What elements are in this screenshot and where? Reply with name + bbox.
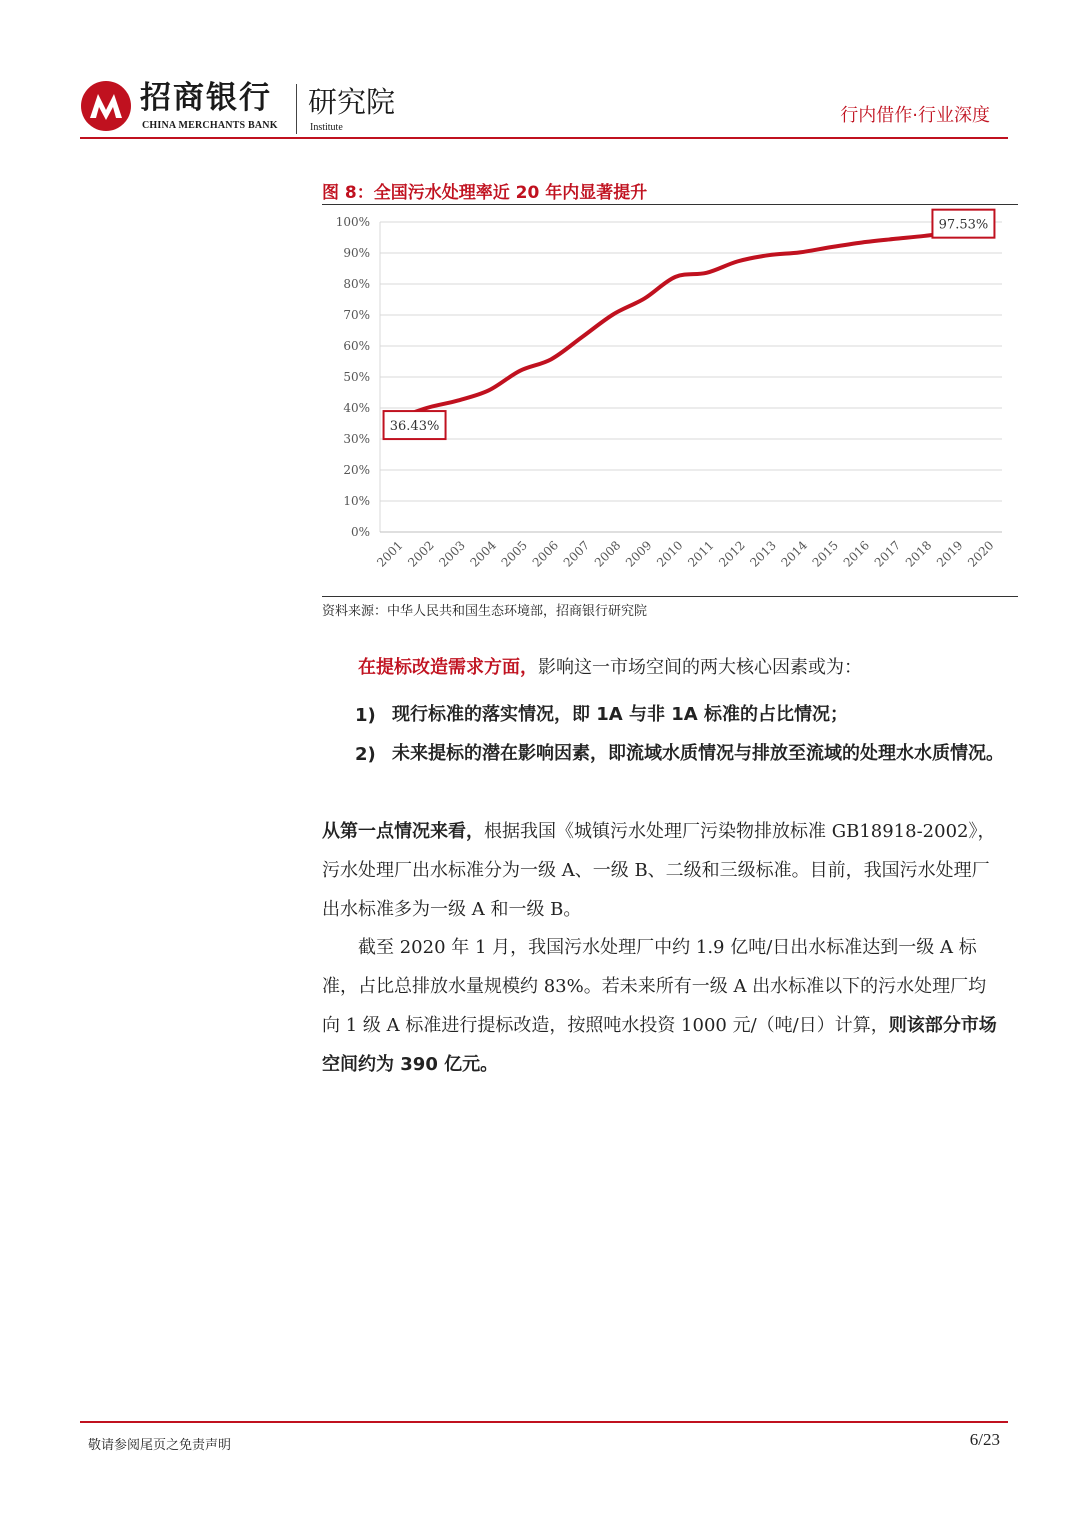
list-item-1-text: 现行标准的落实情况，即 1A 与非 1A 标准的占比情况； [392, 704, 848, 725]
x-tick-label: 2012 [716, 538, 748, 570]
page-number: 6/23 [969, 1430, 1000, 1449]
footer-rule [80, 1421, 1008, 1423]
x-tick-label: 2017 [871, 538, 904, 570]
x-tick-label: 2001 [374, 538, 406, 570]
x-tick-label: 2009 [622, 538, 655, 570]
figure-source: 资料来源：中华人民共和国生态环境部，招商银行研究院 [322, 604, 648, 619]
x-tick-label: 2002 [405, 538, 437, 570]
figure-title: 图 8：全国污水处理率近 20 年内显著提升 [322, 183, 648, 203]
annotation-label: 97.53% [938, 217, 989, 233]
paragraph-2 [322, 812, 1004, 929]
y-tick-label: 90% [343, 246, 370, 260]
x-tick-label: 2014 [778, 538, 810, 570]
y-tick-label: 40% [343, 401, 370, 415]
y-tick-label: 10% [343, 494, 370, 508]
paragraph-1-text: 影响这一市场空间的两大核心因素或为： [538, 657, 862, 678]
y-tick-label: 30% [343, 432, 370, 446]
paragraph-3 [322, 928, 1004, 1084]
x-tick-label: 2008 [591, 538, 624, 570]
paragraph-3-text: 截至 2020 年 1 月，我国污水处理厂中约 1.9 亿吨/日出水标准达到一级 A 标准，占比总排放水量规模约 83%。若未来所有一级 A 出水标准以下的污水处理厂均向 1 级 A 标准进行提标改造，按照吨水投资 1000 元/（吨/日）计算， [322, 937, 987, 1036]
x-tick-label: 2007 [560, 538, 593, 570]
x-tick-label: 2019 [933, 538, 966, 570]
paragraph-2-lead: 从第一点情况来看， [322, 821, 484, 842]
report-category-tag: 行内借作·行业深度 [840, 105, 990, 126]
x-tick-label: 2018 [902, 538, 935, 570]
x-tick-label: 2003 [436, 538, 468, 570]
y-tick-label: 100% [335, 215, 370, 229]
y-tick-label: 50% [343, 370, 370, 384]
logo-bank-name: 招商银行 [140, 80, 272, 116]
x-tick-label: 2016 [840, 538, 873, 570]
y-tick-label: 70% [343, 308, 370, 322]
x-tick-label: 2015 [809, 538, 842, 570]
paragraph-3-conclusion: 则该部分市场空间约为 390 亿元。 [322, 1015, 997, 1075]
y-tick-label: 20% [343, 463, 370, 477]
x-tick-label: 2020 [965, 538, 997, 570]
logo-institute-english: Institute [310, 122, 343, 133]
line-chart [322, 205, 1018, 595]
x-tick-label: 2011 [685, 538, 717, 570]
list-item-1-number: 1) [355, 705, 376, 726]
x-tick-label: 2013 [747, 538, 779, 570]
x-tick-label: 2010 [654, 538, 686, 570]
paragraph-2-text: 根据我国《城镇污水处理厂污染物排放标准 GB18918-2002》，污水处理厂出水标准分为一级 A、一级 B、二级和三级标准。目前，我国污水处理厂出水标准多为一级 A 和一级 B。 [322, 821, 996, 920]
header-rule [80, 137, 1008, 139]
y-tick-label: 0% [350, 525, 370, 539]
cmb-logo-icon [80, 80, 132, 132]
y-tick-label: 60% [343, 339, 370, 353]
figure-bottom-rule [322, 596, 1018, 597]
x-tick-label: 2004 [467, 538, 499, 570]
series-line [396, 230, 987, 419]
x-tick-label: 2005 [498, 538, 531, 570]
logo-institute-name: 研究院 [308, 85, 396, 119]
list-item-2-text: 未来提标的潜在影响因素，即流域水质情况与排放至流域的处理水水质情况。 [392, 743, 1004, 764]
x-tick-label: 2006 [529, 538, 562, 570]
annotation-label: 36.43% [389, 419, 440, 435]
list-item-2-number: 2) [355, 744, 376, 765]
logo-divider [296, 84, 297, 134]
y-tick-label: 80% [343, 277, 370, 291]
paragraph-1 [322, 648, 1004, 687]
logo-bank-english: CHINA MERCHANTS BANK [142, 120, 278, 131]
paragraph-1-lead: 在提标改造需求方面， [358, 657, 538, 678]
footer-disclaimer: 敬请参阅尾页之免责声明 [88, 1438, 232, 1453]
